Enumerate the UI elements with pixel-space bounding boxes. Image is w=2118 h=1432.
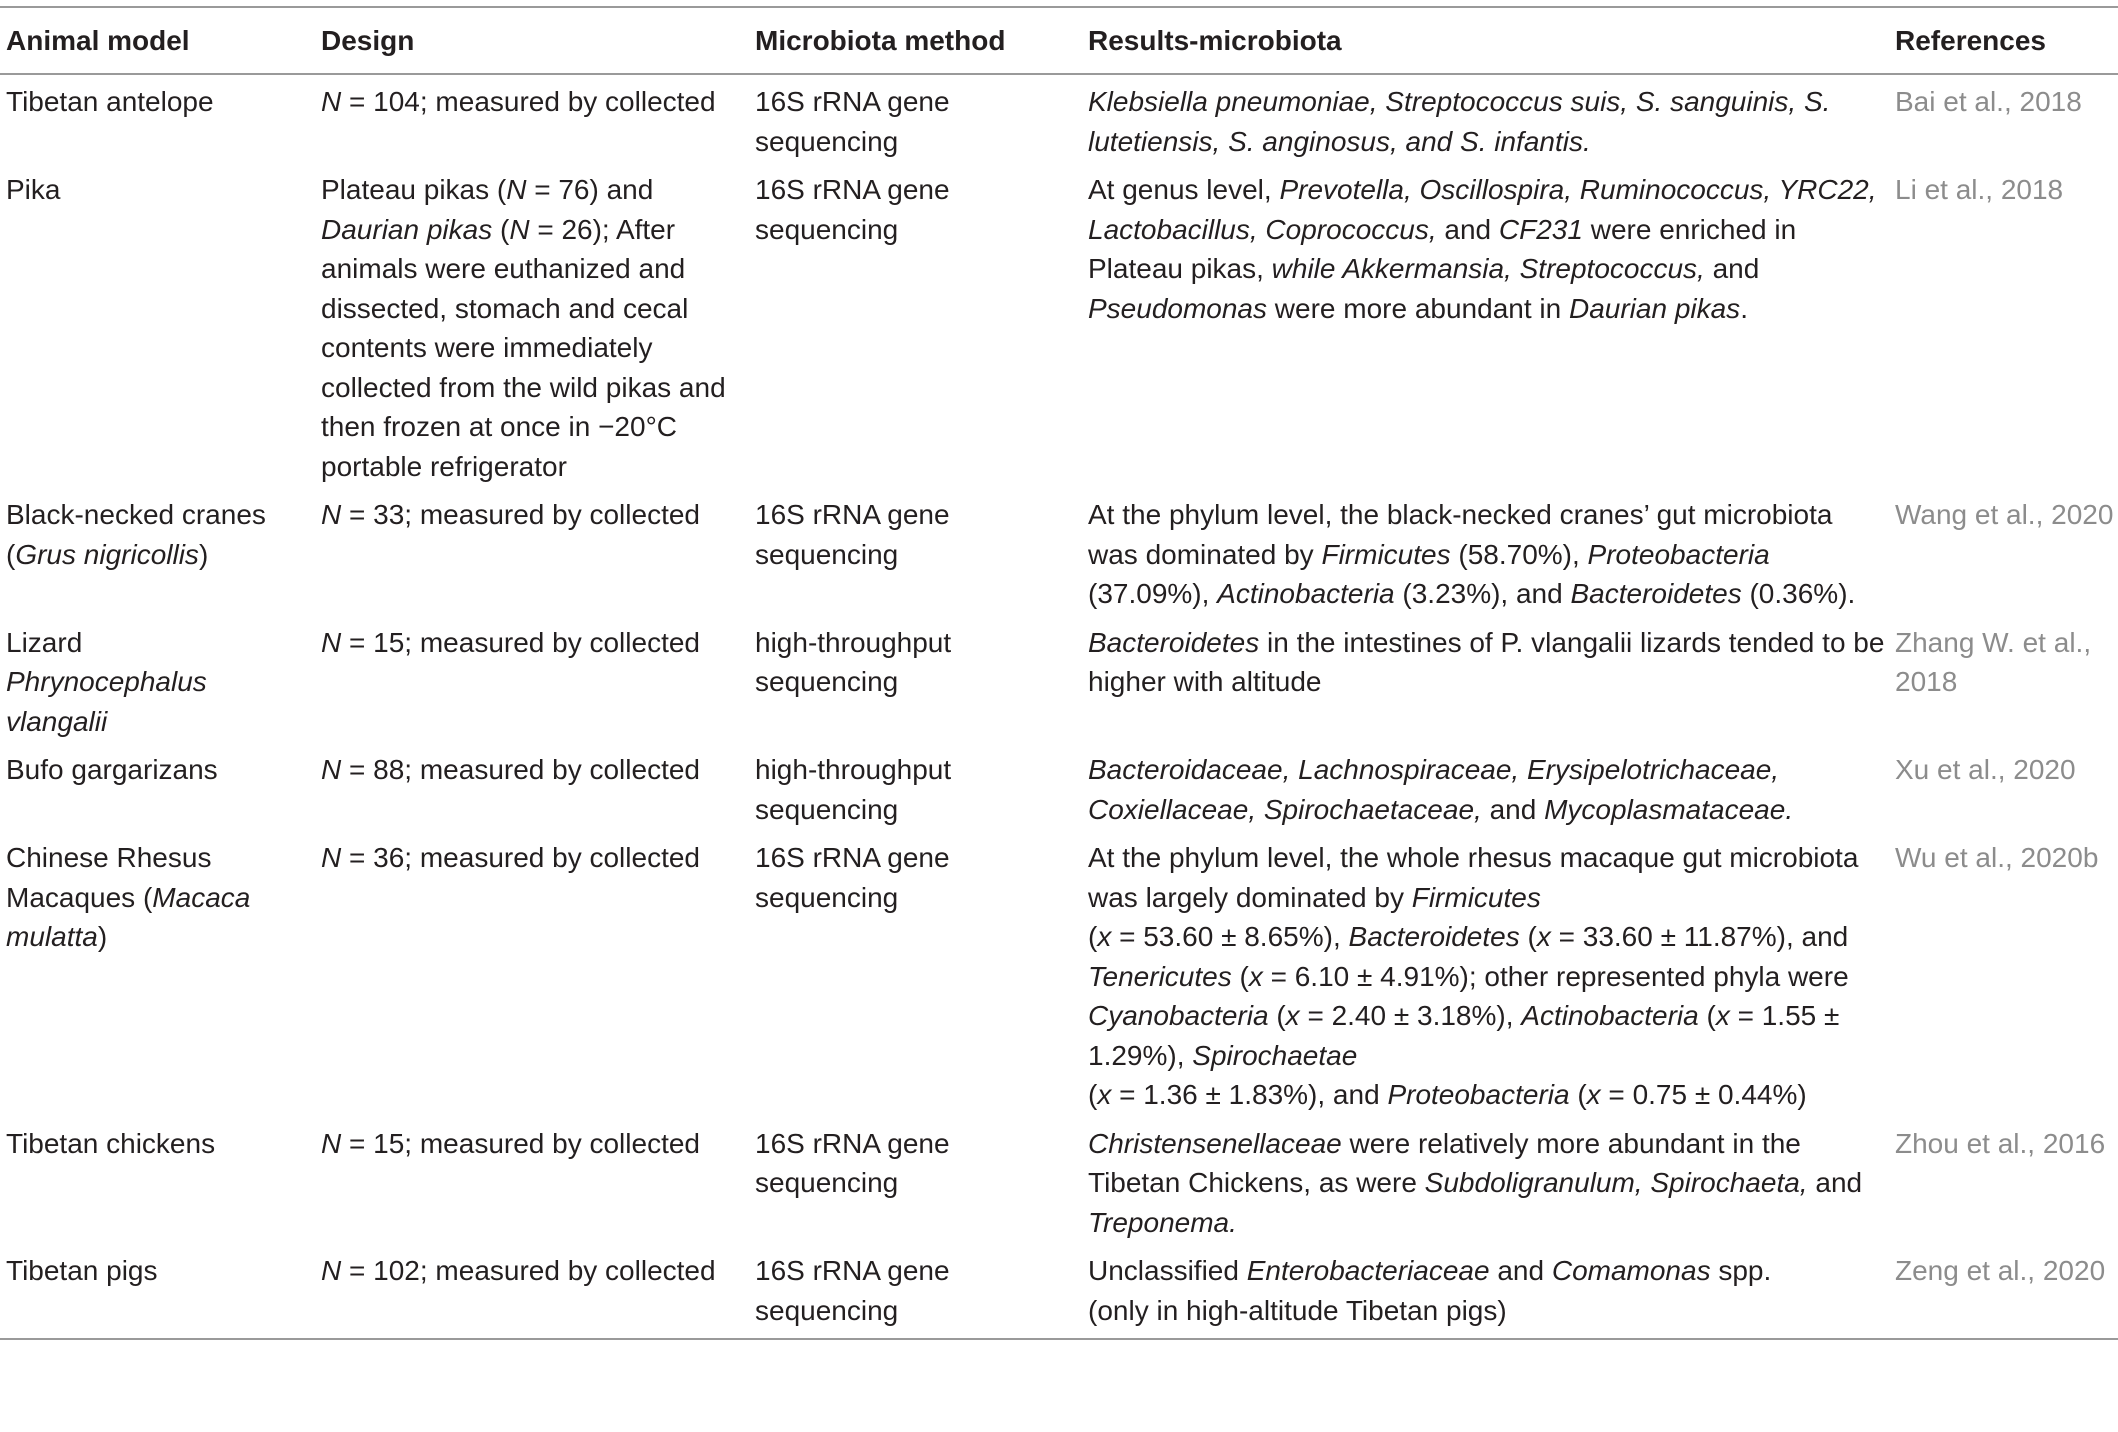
cell-results-microbiota: Klebsiella pneumoniae, Streptococcus suis, S. sanguinis, S. lutetiensis, S. anginosus, and S. infantis. (1088, 86, 1831, 157)
cell-microbiota-method: high-throughput sequencing (755, 626, 952, 697)
cell-reference: Xu et al., 2020 (1895, 754, 2076, 785)
table-body (0, 74, 2118, 1339)
cell-results-microbiota: Bacteroidaceae, Lachnospiraceae, Erysipelotrichaceae, Coxiellaceae, Spirochaetaceae, and Mycoplasmataceae. (1088, 754, 1794, 825)
table-row (0, 838, 2118, 1124)
cell-reference: Zhang W. et al., 2018 (1895, 626, 2092, 697)
cell-animal-model: Lizard Phrynocephalus vlangalii (6, 626, 207, 737)
cell-results-microbiota: At genus level, Prevotella, Oscillospira, Ruminococcus, YRC22, Lactobacillus, Coprococcus, and CF231 were enriched in Plateau pikas, while Akkermansia, Streptococcus, and Pseudomonas were more abundant in Daurian pikas. (1088, 174, 1877, 324)
table-row (0, 495, 2118, 623)
cell-design: N = 15; measured by collected (321, 1127, 700, 1159)
header-design: Design (321, 25, 415, 56)
cell-results-microbiota: At the phylum level, the whole rhesus macaque gut microbiota was largely dominated by Firmicutes (x = 53.60 ± 8.65%), Bacteroidetes (x = 33.60 ± 11.87%), and Tenericutes (x = 6.10 ± 4.91%); other represented phyla were Cyanobacteria (x = 2.40 ± 3.18%), Actinobacteria (x = 1.55 ± 1.29%), Spirochaetae (x = 1.36 ± 1.83%), and Proteobacteria (x = 0.75 ± 0.44%) (1088, 842, 1859, 1110)
table-row (0, 623, 2118, 751)
microbiota-table (0, 6, 2118, 1340)
cell-reference: Wu et al., 2020b (1895, 842, 2099, 873)
cell-animal-model: Tibetan pigs (6, 1255, 158, 1286)
cell-reference: Bai et al., 2018 (1895, 86, 2082, 117)
cell-design: N = 102; measured by collected (321, 1255, 716, 1286)
table-header (0, 7, 2118, 74)
cell-results-microbiota: Christensenellaceae were relatively more abundant in the Tibetan Chickens, as were Subdoligranulum, Spirochaeta, and Treponema. (1088, 1127, 1863, 1238)
cell-animal-model: Bufo gargarizans (6, 754, 218, 785)
table-row (0, 170, 2118, 495)
cell-microbiota-method: 16S rRNA gene sequencing (755, 842, 950, 913)
header-row (0, 7, 2118, 74)
cell-results-microbiota: Bacteroidetes in the intestines of P. vlangalii lizards tended to be higher with altitude (1088, 626, 1885, 697)
header-results-microbiota: Results-microbiota (1088, 25, 1342, 56)
cell-design: N = 88; measured by collected (321, 754, 700, 785)
cell-animal-model: Chinese Rhesus Macaques (Macaca mulatta) (6, 842, 251, 952)
cell-reference: Zhou et al., 2016 (1895, 1127, 2106, 1159)
cell-design: N = 15; measured by collected (321, 626, 700, 658)
cell-microbiota-method: 16S rRNA gene sequencing (755, 174, 950, 245)
table-row (0, 1251, 2118, 1339)
table-row (0, 74, 2118, 170)
cell-design: Plateau pikas (N = 76) and Daurian pikas (N = 26); After animals were euthanized and dissected, stomach and cecal contents were immediately collected from the wild pikas and then frozen at once in −20°C portable refrigerator (321, 174, 726, 482)
cell-microbiota-method: 16S rRNA gene sequencing (755, 86, 950, 157)
table-row (0, 1124, 2118, 1252)
cell-microbiota-method: 16S rRNA gene sequencing (755, 1255, 950, 1326)
cell-reference: Zeng et al., 2020 (1895, 1255, 2106, 1286)
cell-animal-model: Black-necked cranes (Grus nigricollis) (6, 499, 266, 570)
cell-microbiota-method: 16S rRNA gene sequencing (755, 499, 950, 570)
cell-design: N = 36; measured by collected (321, 842, 700, 873)
header-microbiota-method: Microbiota method (755, 25, 1006, 56)
cell-design: N = 33; measured by collected (321, 499, 700, 530)
table-container (0, 6, 2118, 1340)
cell-animal-model: Pika (6, 174, 61, 205)
cell-animal-model: Tibetan chickens (6, 1127, 216, 1159)
cell-reference: Li et al., 2018 (1895, 174, 2064, 205)
cell-results-microbiota: At the phylum level, the black-necked cranes’ gut microbiota was dominated by Firmicutes (58.70%), Proteobacteria (37.09%), Actinobacteria (3.23%), and Bacteroidetes (0.36%). (1088, 499, 1856, 609)
header-animal-model: Animal model (6, 25, 190, 56)
table-row (0, 750, 2118, 838)
header-references: References (1895, 25, 2046, 56)
cell-microbiota-method: high-throughput sequencing (755, 754, 952, 825)
cell-reference: Wang et al., 2020 (1895, 499, 2114, 530)
cell-animal-model: Tibetan antelope (6, 86, 214, 117)
cell-microbiota-method: 16S rRNA gene sequencing (755, 1127, 950, 1198)
cell-results-microbiota: Unclassified Enterobacteriaceae and Comamonas spp. (only in high-altitude Tibetan pigs) (1088, 1255, 1772, 1326)
cell-design: N = 104; measured by collected (321, 86, 716, 117)
